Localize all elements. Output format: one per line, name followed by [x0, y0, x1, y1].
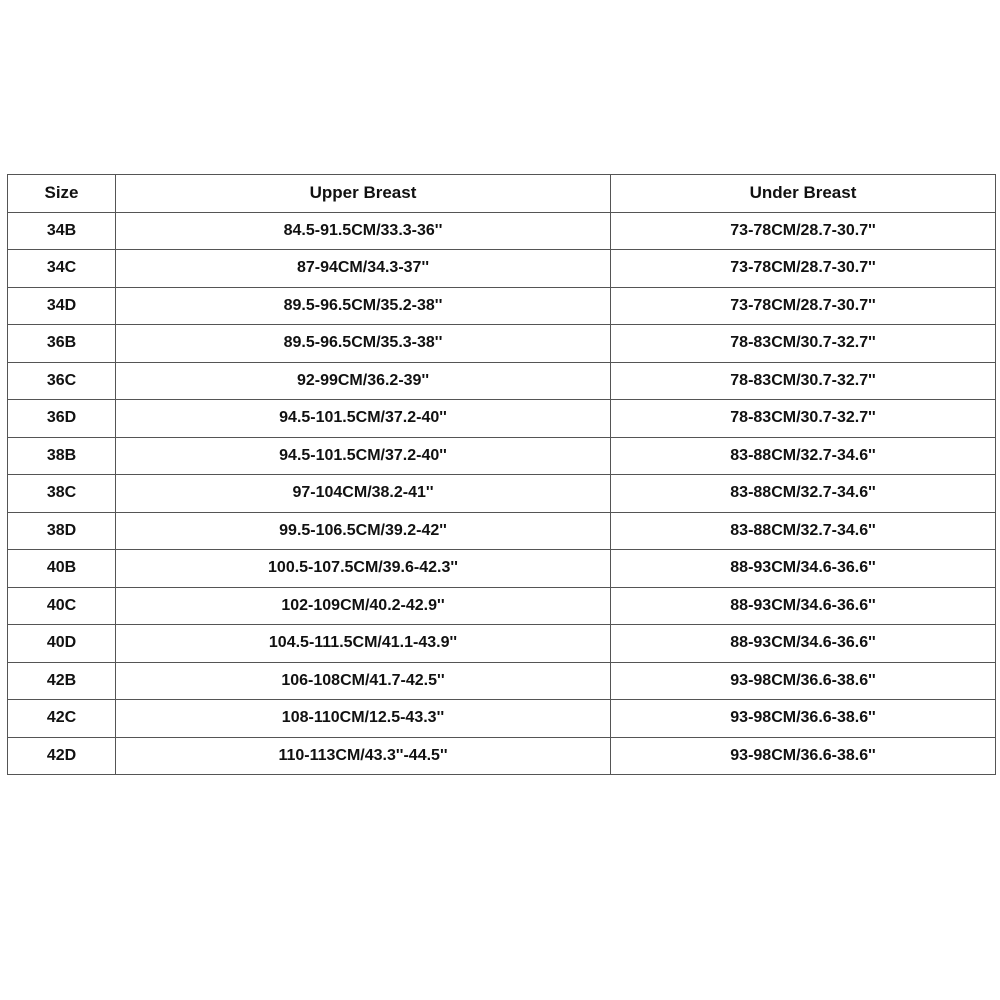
under-breast-cell: 73-78CM/28.7-30.7''	[611, 250, 996, 288]
upper-breast-cell: 92-99CM/36.2-39''	[116, 362, 611, 400]
under-breast-cell: 93-98CM/36.6-38.6''	[611, 662, 996, 700]
upper-breast-cell: 89.5-96.5CM/35.2-38''	[116, 287, 611, 325]
table-row	[8, 737, 996, 775]
under-breast-cell: 83-88CM/32.7-34.6''	[611, 437, 996, 475]
under-breast-cell: 83-88CM/32.7-34.6''	[611, 475, 996, 513]
size-cell: 42C	[8, 700, 116, 738]
size-cell: 40D	[8, 625, 116, 663]
under-breast-cell: 93-98CM/36.6-38.6''	[611, 737, 996, 775]
under-breast-cell: 78-83CM/30.7-32.7''	[611, 325, 996, 363]
table-row	[8, 662, 996, 700]
header-row	[8, 175, 996, 213]
size-cell: 40B	[8, 550, 116, 588]
table-row	[8, 587, 996, 625]
under-breast-cell: 88-93CM/34.6-36.6''	[611, 587, 996, 625]
table-row	[8, 437, 996, 475]
table-row	[8, 400, 996, 438]
upper-breast-cell: 87-94CM/34.3-37''	[116, 250, 611, 288]
under-breast-cell: 88-93CM/34.6-36.6''	[611, 625, 996, 663]
header-upper-breast: Upper Breast	[116, 175, 611, 213]
size-chart-table	[7, 174, 996, 775]
upper-breast-cell: 100.5-107.5CM/39.6-42.3''	[116, 550, 611, 588]
upper-breast-cell: 102-109CM/40.2-42.9''	[116, 587, 611, 625]
upper-breast-cell: 94.5-101.5CM/37.2-40''	[116, 437, 611, 475]
upper-breast-cell: 108-110CM/12.5-43.3''	[116, 700, 611, 738]
table-row	[8, 625, 996, 663]
under-breast-cell: 83-88CM/32.7-34.6''	[611, 512, 996, 550]
under-breast-cell: 73-78CM/28.7-30.7''	[611, 212, 996, 250]
table-row	[8, 325, 996, 363]
size-cell: 38C	[8, 475, 116, 513]
upper-breast-cell: 110-113CM/43.3''-44.5''	[116, 737, 611, 775]
size-cell: 36B	[8, 325, 116, 363]
under-breast-cell: 73-78CM/28.7-30.7''	[611, 287, 996, 325]
under-breast-cell: 88-93CM/34.6-36.6''	[611, 550, 996, 588]
header-under-breast: Under Breast	[611, 175, 996, 213]
under-breast-cell: 93-98CM/36.6-38.6''	[611, 700, 996, 738]
header-size: Size	[8, 175, 116, 213]
size-cell: 36D	[8, 400, 116, 438]
table-row	[8, 475, 996, 513]
size-cell: 34D	[8, 287, 116, 325]
upper-breast-cell: 89.5-96.5CM/35.3-38''	[116, 325, 611, 363]
table-row	[8, 550, 996, 588]
size-cell: 36C	[8, 362, 116, 400]
table-row	[8, 250, 996, 288]
size-cell: 40C	[8, 587, 116, 625]
size-cell: 42D	[8, 737, 116, 775]
under-breast-cell: 78-83CM/30.7-32.7''	[611, 362, 996, 400]
table-row	[8, 362, 996, 400]
size-cell: 34B	[8, 212, 116, 250]
size-cell: 42B	[8, 662, 116, 700]
upper-breast-cell: 94.5-101.5CM/37.2-40''	[116, 400, 611, 438]
size-cell: 38B	[8, 437, 116, 475]
table-row	[8, 512, 996, 550]
upper-breast-cell: 106-108CM/41.7-42.5''	[116, 662, 611, 700]
table-row	[8, 287, 996, 325]
upper-breast-cell: 104.5-111.5CM/41.1-43.9''	[116, 625, 611, 663]
table-row	[8, 700, 996, 738]
upper-breast-cell: 97-104CM/38.2-41''	[116, 475, 611, 513]
under-breast-cell: 78-83CM/30.7-32.7''	[611, 400, 996, 438]
size-cell: 34C	[8, 250, 116, 288]
upper-breast-cell: 99.5-106.5CM/39.2-42''	[116, 512, 611, 550]
table-row	[8, 212, 996, 250]
size-cell: 38D	[8, 512, 116, 550]
upper-breast-cell: 84.5-91.5CM/33.3-36''	[116, 212, 611, 250]
